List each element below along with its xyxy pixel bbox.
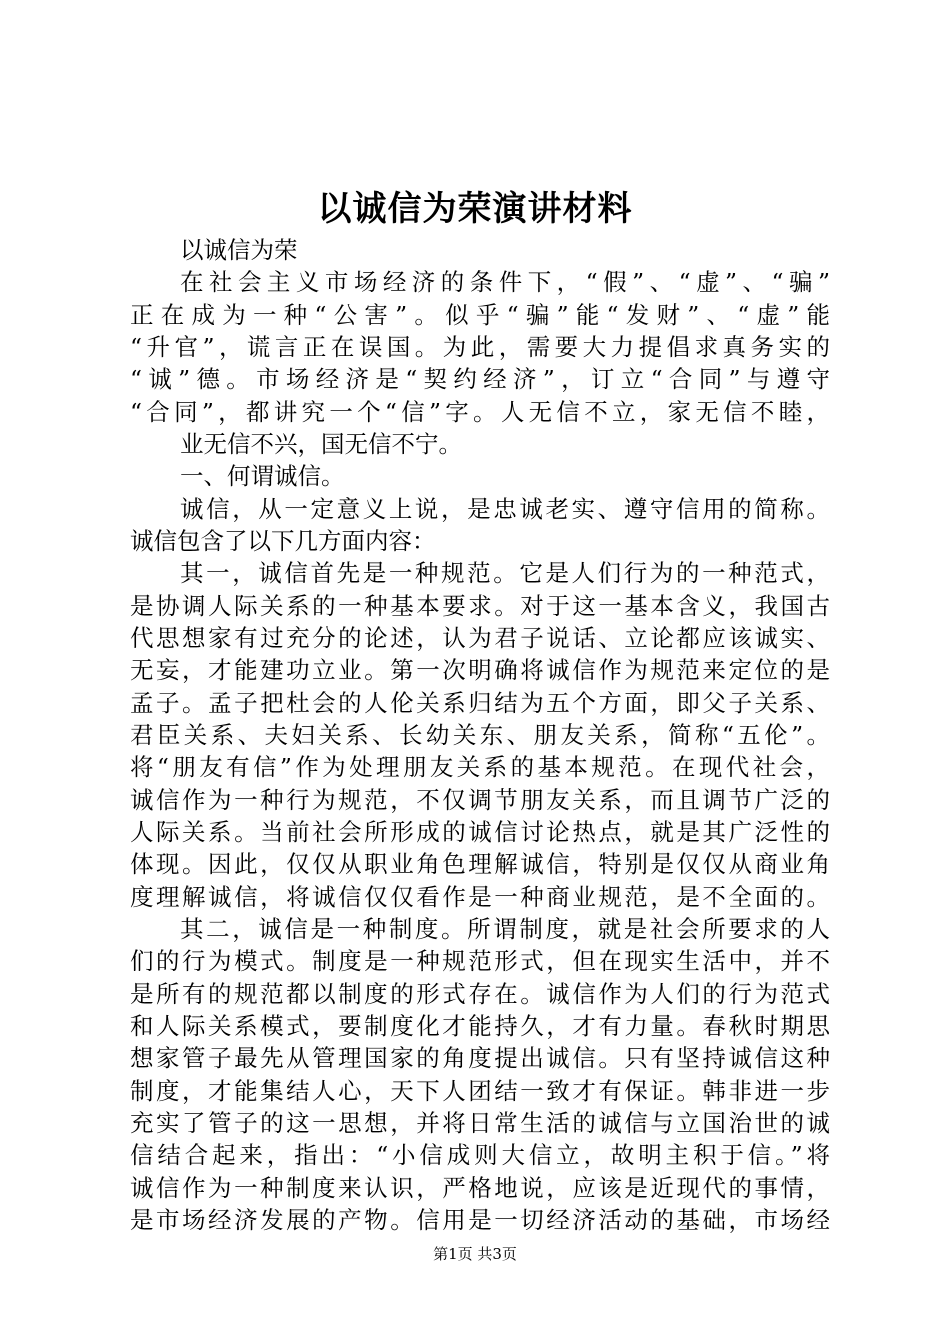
paragraph-line: 君臣关系、夫妇关系、长幼关东、朋友关系，简称“五伦”。: [130, 721, 830, 749]
paragraph-line: 以诚信为荣: [180, 236, 298, 264]
paragraph-line: 诚信，从一定意义上说，是忠诚老实、遵守信用的简称。: [180, 494, 830, 523]
section-heading: 一、何谓诚信。: [180, 462, 345, 491]
paragraph-line: 人际关系。当前社会所形成的诚信讨论热点，就是其广泛性的: [130, 818, 830, 846]
paragraph-line: “诚”德。市场经济是“契约经济”，订立“合同”与遵守: [130, 365, 830, 394]
paragraph-line: 业无信不兴，国无信不宁。: [180, 430, 462, 458]
paragraph-line: 代思想家有过充分的论述，认为君子说话、立论都应该诚实、: [130, 624, 830, 652]
paragraph-line: 和人际关系模式，要制度化才能持久，才有力量。春秋时期思: [130, 1012, 830, 1040]
paragraph-line: 诚信作为一种制度来认识，严格地说，应该是近现代的事情，: [130, 1173, 830, 1202]
paragraph-line: 孟子。孟子把杜会的人伦关系归结为五个方面，即父子关系、: [130, 688, 830, 717]
document-title: 以诚信为荣演讲材料: [317, 189, 633, 229]
paragraph-line: 充实了管子的这一思想，并将日常生活的诚信与立国治世的诚: [130, 1109, 830, 1137]
paragraph-line: 诚信作为一种行为规范，不仅调节朋友关系，而且调节广泛的: [130, 785, 830, 814]
paragraph-line: 是协调人际关系的一种基本要求。对于这一基本含义，我国古: [130, 591, 830, 620]
paragraph-line: 其二，诚信是一种制度。所谓制度，就是社会所要求的人: [180, 915, 830, 943]
paragraph-line: 想家管子最先从管理国家的角度提出诚信。只有坚持诚信这种: [130, 1044, 830, 1073]
paragraph-line: 无妄，才能建功立业。第一次明确将诚信作为规范来定位的是: [130, 656, 830, 685]
paragraph-line: 是所有的规范都以制度的形式存在。诚信作为人们的行为范式: [130, 979, 830, 1008]
paragraph-line: 在社会主义市场经济的条件下，“假”、“虚”、“骗”: [180, 268, 830, 297]
page-footer: 第1页 共3页: [433, 1245, 517, 1263]
paragraph-line: “升官”，谎言正在误国。为此，需要大力提倡求真务实的: [130, 333, 830, 361]
paragraph-line: 体现。因此，仅仅从职业角色理解诚信，特别是仅仅从商业角: [130, 850, 830, 879]
paragraph-line: 度理解诚信，将诚信仅仅看作是一种商业规范，是不全面的。: [130, 882, 830, 911]
paragraph-line: 制度，才能集结人心，天下人团结一致才有保证。韩非进一步: [130, 1076, 830, 1105]
paragraph-line: 其一，诚信首先是一种规范。它是人们行为的一种范式，: [180, 559, 830, 588]
paragraph-line: 将“朋友有信”作为处理朋友关系的基本规范。在现代社会，: [130, 753, 830, 782]
paragraph-line: 信结合起来，指出：“小信成则大信立，故明主积于信。”将: [130, 1141, 830, 1170]
paragraph-line: 正在成为一种“公害”。似乎“骗”能“发财”、“虚”能: [130, 300, 830, 329]
paragraph-line: 们的行为模式。制度是一种规范形式，但在现实生活中，并不: [130, 947, 830, 976]
paragraph-line: 诚信包含了以下几方面内容：: [130, 527, 436, 555]
paragraph-line: 是市场经济发展的产物。信用是一切经济活动的基础，市场经: [130, 1206, 830, 1234]
paragraph-line: “合同”，都讲究一个“信”字。人无信不立，家无信不睦，: [130, 397, 830, 426]
